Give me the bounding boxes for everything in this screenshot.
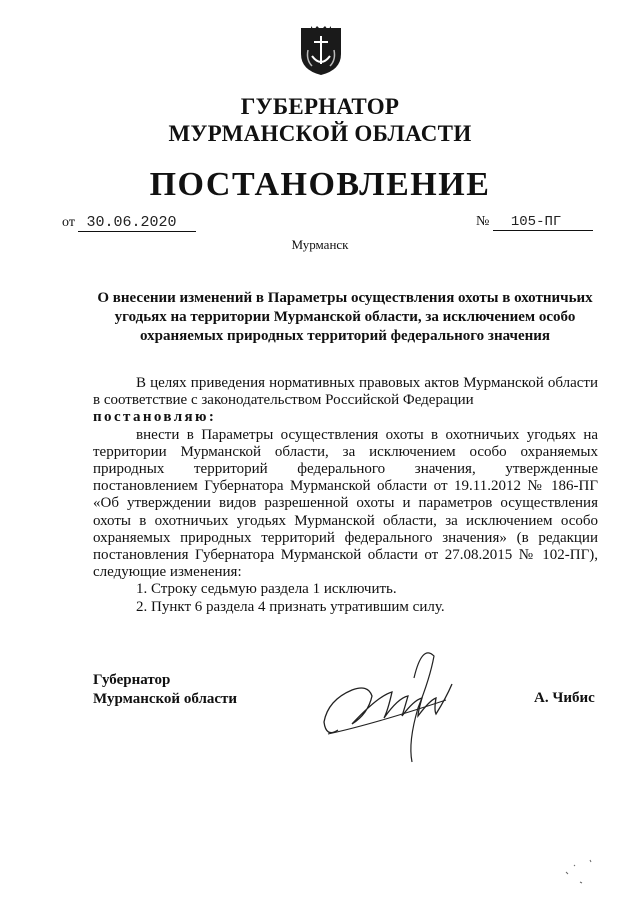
subject-line-2: угодьях на территории Мурманской области, за исключением особо [114, 309, 576, 325]
document-body [93, 375, 598, 616]
decree-word: постановляю: [93, 409, 217, 426]
subject-line-3: охраняемых природных территорий федерального значения [139, 328, 551, 344]
coat-of-arms-icon [298, 24, 344, 76]
authority-line-1: ГУБЕРНАТОР [240, 94, 400, 119]
city: Мурманск [291, 237, 349, 252]
signatory-name: А. Чибис [534, 690, 595, 706]
document-subject [90, 289, 600, 346]
signatory-title [93, 671, 237, 709]
handwritten-signature [318, 638, 468, 768]
document-number: 105-ПГ [493, 214, 593, 231]
preamble: В целях приведения нормативных правовых актов Мурманской области в соответствие с законодательством Российской Федерации [93, 375, 598, 409]
document-type: ПОСТАНОВЛЕНИЕ [149, 166, 491, 203]
list-item-1: 1. Строку седьмую раздела 1 исключить. [136, 581, 397, 598]
authority-line-2: МУРМАНСКОЙ ОБЛАСТИ [168, 121, 472, 146]
number-field [476, 214, 593, 231]
issuing-authority [0, 93, 640, 147]
main-clause: внести в Параметры осуществления охоты в охотничьих угодьях на территории Мурманской области, за исключением особо охраняемых природных территорий федерального значения, утвержденные постановлением Губернатора Мурманской области от 19.11.2012 № 186-ПГ «Об утверждении видов разрешенной охоты и параметров осуществления охоты в охотничьих угодьях Мурманской области, за исключением особо охраняемых природных территорий федерального значения» (в редакции постановления Губернатора Мурманской области от 27.08.2015 № 102-ПГ), следующие изменения: [93, 426, 598, 581]
stray-marks [560, 850, 600, 890]
signatory-title-line-2: Мурманской области [93, 691, 238, 707]
number-prefix: № [476, 214, 490, 229]
date-prefix: от [62, 215, 75, 230]
list-item-2: 2. Пункт 6 раздела 4 признать утратившим силу. [136, 598, 445, 615]
signatory-title-line-1: Губернатор [93, 672, 171, 688]
subject-line-1: О внесении изменений в Параметры осуществления охоты в охотничьих [97, 290, 593, 306]
document-date: 30.06.2020 [78, 214, 196, 232]
date-field [62, 214, 196, 232]
